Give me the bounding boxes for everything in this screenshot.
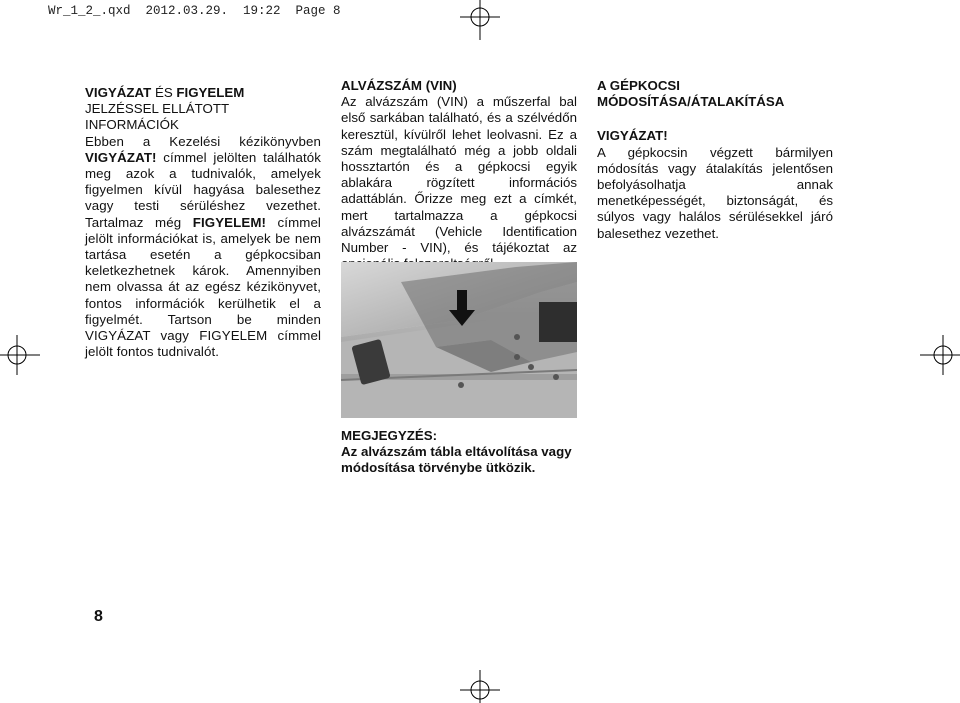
note-text: Az alvázszám tábla eltávolítása vagy módosítása törvénybe ütközik. (341, 444, 572, 476)
crop-mark-left (0, 330, 40, 380)
heading-bold-figyelem: FIGYELEM (176, 85, 245, 100)
section-heading (85, 85, 321, 101)
body-paragraph (85, 134, 321, 361)
vin-location-photo (341, 262, 577, 418)
body-text-2: címmel jelölten találhatók meg azok a tudnivalók, amelyek figyelmen kívül hagyása balesethez vagy testi sérüléshez vezethet. Tartalmaz még (85, 149, 321, 230)
note-label: MEGJEGYZÉS: (341, 428, 438, 443)
file-header: Wr_1_2_.qxd 2012.03.29. 19:22 Page 8 (48, 4, 341, 18)
body-text-1: Ebben a Kezelési kézikönyvben (85, 133, 321, 149)
heading-bold-vigyazat: VIGYÁZAT (85, 85, 152, 100)
modification-heading-line2: MÓDOSÍTÁSA/ÁTALAKÍTÁSA (597, 94, 785, 110)
vin-body: Az alvázszám (VIN) a műszerfal bal első sarkában található, és a szélvédőn keresztül, kívülről lehet leolvasni. Ez a szám megtalálható még a jobb oldali hossztartón és a gépkocsi egyik ablakára rögzített információs adattáblán. Őrizze meg ezt a címkét, mert tartalmazza a gépkocsi alvázszámát (Vehicle Identification Number - VIN), és tájékoztat az (341, 94, 577, 256)
body-text-3: címmel jelölt információkat is, amelyek be nem tartása esetén a gépkocsiban keletkezhetnek károk. Amennyiben nem olvassa át az egész kézikönyvet, fontos információk kerülhetik el a figyelmét. Tartson be minden VIGYÁZAT vagy FIGYELEM címmel jelölt fontos tudnivalót. (85, 214, 321, 360)
warning-text: A gépkocsin végzett bármilyen módosítás vagy átalakítás jelentősen befolyásolhatja annak menetképességét, biztonságát, és súlyos vagy halálos sérülésekkel járó balesethez vezethet. (597, 144, 833, 241)
heading-plain: ÉS (151, 85, 177, 100)
note-box (341, 428, 591, 477)
vin-heading: ALVÁZSZÁM (VIN) (341, 78, 457, 93)
crop-mark-bottom (455, 670, 505, 703)
crop-mark-right (920, 330, 960, 380)
warning-label: VIGYÁZAT! (597, 128, 668, 144)
modification-section (597, 78, 833, 242)
page-number: 8 (94, 608, 103, 625)
subheading-line1: JELZÉSSEL ELLÁTOTT (85, 101, 230, 117)
vin-section (341, 78, 577, 272)
subheading-line2: INFORMÁCIÓK (85, 117, 179, 133)
warnings-section (85, 85, 321, 360)
body-bold-2: FIGYELEM! (192, 214, 267, 230)
modification-heading-line1: A GÉPKOCSI (597, 78, 680, 93)
crop-mark-top (455, 0, 505, 40)
body-bold-1: VIGYÁZAT! (85, 149, 157, 165)
